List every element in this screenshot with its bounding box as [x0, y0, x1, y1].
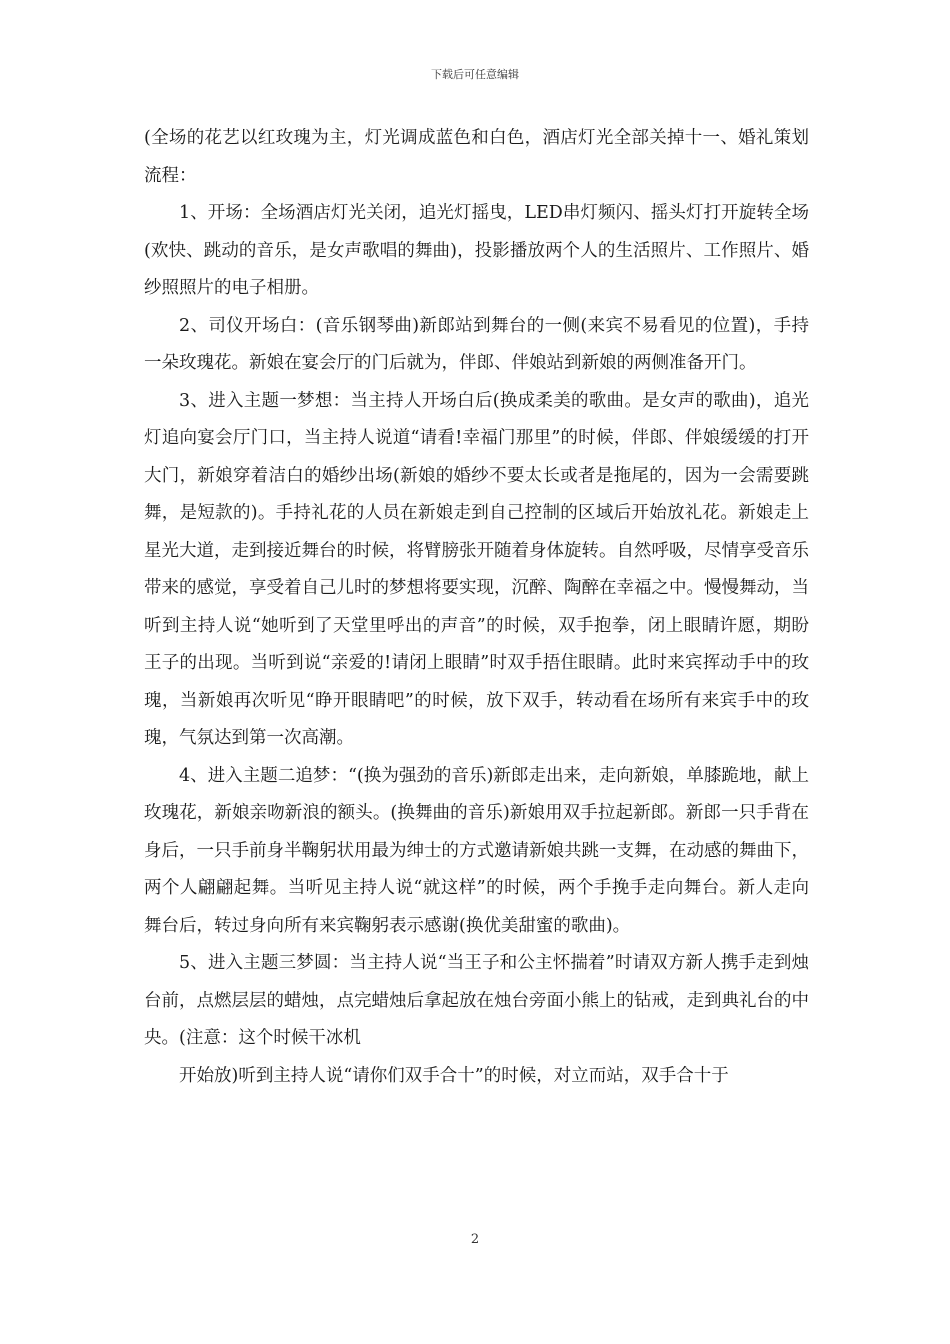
page-header: 下载后可任意编辑 — [431, 68, 519, 81]
document-body — [144, 120, 809, 1095]
paragraph-step-4: 4、进入主题二追梦：“(换为强劲的音乐)新郎走出来，走向新娘，单膝跪地，献上玫瑰花，新娘亲吻新浪的额头。(换舞曲的音乐)新娘用双手拉起新郎。新郎一只手背在身后，一只手前身半鞠躬状用最为绅士的方式邀请新娘共跳一支舞，在动感的舞曲下，两个人翩翩起舞。当听见主持人说“就这样”的时候，两个手挽手走向舞台。新人走向舞台后，转过身向所有来宾鞠躬表示感谢(换优美甜蜜的歌曲)。 — [144, 765, 809, 936]
paragraph-step-3: 3、进入主题一梦想：当主持人开场白后(换成柔美的歌曲。是女声的歌曲)，追光灯追向宴会厅门口，当主持人说道“请看!幸福门那里”的时候，伴郎、伴娘缓缓的打开大门，新娘穿着洁白的婚纱出场(新娘的婚纱不要太长或者是拖尾的，因为一会需要跳舞，是短款的)。手持礼花的人员在新娘走到自己控制的区域后开始放礼花。新娘走上星光大道，走到接近舞台的时候，将臂膀张开随着身体旋转。自然呼吸，尽情享受音乐带来的感觉，享受着自己儿时的梦想将要实现，沉醉、陶醉在幸福之中。慢慢舞动，当听到主持人说“她听到了天堂里呼出的声音”的时候，双手抱拳，闭上眼睛许愿，期盼王子的出现。当听到说“亲爱的!请闭上眼睛”时双手捂住眼睛。此时来宾挥动手中的玫瑰，当新娘再次听见“睁开眼睛吧”的时候，放下双手，转动看在场所有来宾手中的玫瑰，气氛达到第一次高潮。 — [144, 390, 809, 748]
paragraph-step-5: 5、进入主题三梦圆：当主持人说“当王子和公主怀揣着”时请双方新人携手走到烛台前，点燃层层的蜡烛，点完蜡烛后拿起放在烛台旁面小熊上的钻戒，走到典礼台的中央。(注意：这个时候干冰机 — [144, 953, 809, 1048]
paragraph-step-1: 1、开场：全场酒店灯光关闭，追光灯摇曳，LED串灯频闪、摇头灯打开旋转全场(欢快、跳动的音乐，是女声歌唱的舞曲)，投影播放两个人的生活照片、工作照片、婚纱照照片的电子相册。 — [144, 203, 809, 298]
page-number: 2 — [470, 1232, 480, 1247]
paragraph-step-2: 2、司仪开场白：(音乐钢琴曲)新郎站到舞台的一侧(来宾不易看见的位置)，手持一朵玫瑰花。新娘在宴会厅的门后就为，伴郎、伴娘站到新娘的两侧准备开门。 — [144, 315, 809, 373]
paragraph-intro: (全场的花艺以红玫瑰为主，灯光调成蓝色和白色，酒店灯光全部关掉十一、婚礼策划流程： — [144, 128, 809, 186]
paragraph-continuation: 开始放)听到主持人说“请你们双手合十”的时候，对立而站，双手合十于 — [179, 1065, 729, 1086]
